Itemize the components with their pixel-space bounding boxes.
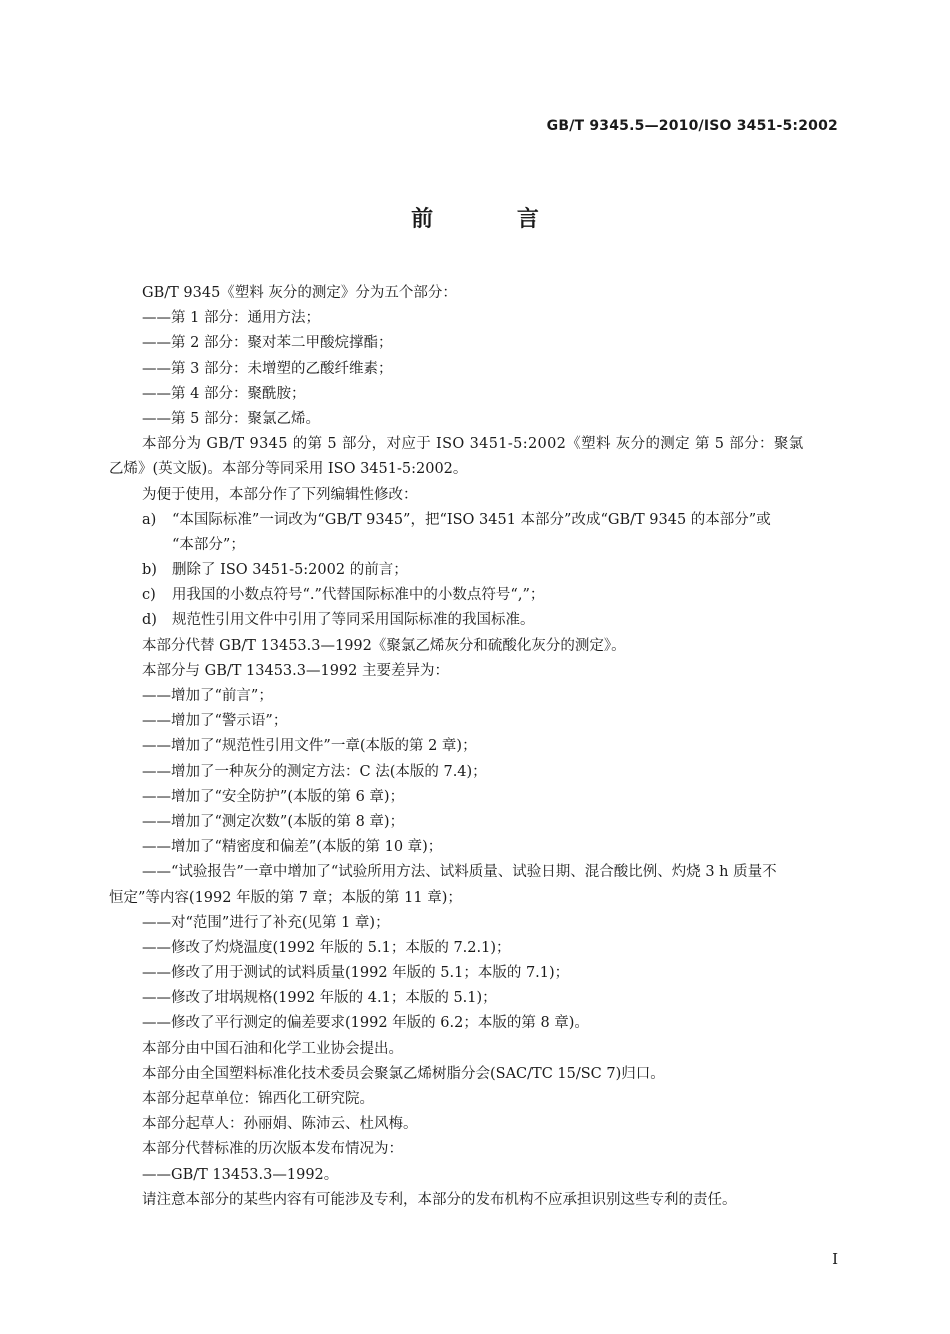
paragraph-patent-notice: 请注意本部分的某些内容有可能涉及专利，本部分的发布机构不应承担识别这些专利的责任。 [142, 1191, 737, 1208]
difference-item: ——对“范围”进行了补充(见第 1 章)； [142, 914, 390, 931]
page-number: I [832, 1250, 838, 1268]
paragraph-differences: 本部分与 GB/T 13453.3—1992 主要差异为： [142, 662, 449, 679]
list-label: b) [142, 562, 157, 579]
list-label: c) [142, 587, 156, 604]
paragraph-history: 本部分代替标准的历次版本发布情况为： [142, 1141, 403, 1158]
difference-item: ——增加了“警示语”； [142, 713, 288, 730]
difference-item: ——增加了一种灰分的测定方法：C 法(本版的 7.4)； [142, 763, 487, 780]
difference-item: ——“试验报告”一章中增加了“试验所用方法、试料质量、试验日期、混合酸比例、灼烧 3 h 质量不 [142, 864, 777, 881]
edit-item-b [109, 558, 845, 583]
paragraph-correspondence: 本部分为 GB/T 9345 的第 5 部分，对应于 ISO 3451-5:2002《塑料 灰分的测定 第 5 部分：聚氯 [142, 436, 804, 453]
edit-item-a [109, 508, 845, 533]
paragraph-drafters: 本部分起草人：孙丽娟、陈沛云、杜风梅。 [142, 1116, 418, 1133]
paragraph-proposer: 本部分由中国石油和化学工业协会提出。 [142, 1040, 403, 1057]
list-text: “本国际标准”一词改为“GB/T 9345”，把“ISO 3451 本部分”改成“GB/T 9345 的本部分”或 [172, 511, 771, 528]
difference-item: ——增加了“前言”； [142, 688, 273, 704]
difference-item: ——修改了灼烧温度(1992 年版的 5.1；本版的 7.2.1)； [142, 939, 511, 956]
part-item: ——第 1 部分：通用方法； [142, 310, 320, 327]
difference-item: ——增加了“测定次数”(本版的第 8 章)； [142, 813, 405, 830]
paragraph-edits-intro: 为便于使用，本部分作了下列编辑性修改： [142, 486, 418, 503]
standard-code: GB/T 9345.5—2010/ISO 3451-5:2002 [546, 118, 838, 134]
paragraph-correspondence-cont: 乙烯》(英文版)。本部分等同采用 ISO 3451-5:2002。 [109, 461, 468, 478]
history-item: ——GB/T 13453.3—1992。 [142, 1166, 339, 1183]
part-item: ——第 4 部分：聚酰胺； [142, 385, 306, 402]
difference-item-cont: 恒定”等内容(1992 年版的第 7 章；本版的第 11 章)； [109, 889, 462, 906]
difference-item: ——增加了“精密度和偏差”(本版的第 10 章)； [142, 839, 443, 856]
list-label: a) [142, 511, 157, 528]
edit-item-c [109, 583, 845, 608]
list-text: 规范性引用文件中引用了等同采用国际标准的我国标准。 [172, 612, 535, 629]
part-item: ——第 2 部分：聚对苯二甲酸烷撑酯； [142, 335, 393, 352]
list-text: 用我国的小数点符号“.”代替国际标准中的小数点符号“,”； [172, 587, 545, 604]
page-title: 前 言 [411, 207, 577, 232]
list-label: d) [142, 612, 157, 629]
part-item: ——第 5 部分：聚氯乙烯。 [142, 410, 320, 427]
difference-item: ——增加了“安全防护”(本版的第 6 章)； [142, 788, 405, 805]
foreword-body [109, 281, 845, 1213]
difference-item: ——修改了坩埚规格(1992 年版的 4.1；本版的 5.1)； [142, 990, 497, 1007]
paragraph-drafting-unit: 本部分起草单位：锦西化工研究院。 [142, 1091, 374, 1107]
paragraph-replaces: 本部分代替 GB/T 13453.3—1992《聚氯乙烯灰分和硫酸化灰分的测定》。 [142, 637, 626, 654]
difference-item: ——修改了用于测试的试料质量(1992 年版的 5.1；本版的 7.1)； [142, 965, 570, 982]
edit-item-a-cont: “本部分”； [172, 536, 245, 553]
paragraph-intro: GB/T 9345《塑料 灰分的测定》分为五个部分： [142, 285, 457, 301]
part-item: ——第 3 部分：未增塑的乙酸纤维素； [142, 360, 393, 377]
list-text: 删除了 ISO 3451-5:2002 的前言； [172, 562, 408, 579]
difference-item: ——修改了平行测定的偏差要求(1992 年版的 6.2；本版的第 8 章)。 [142, 1015, 589, 1032]
edit-item-d [109, 608, 845, 633]
difference-item: ——增加了“规范性引用文件”一章(本版的第 2 章)； [142, 738, 477, 755]
paragraph-committee: 本部分由全国塑料标准化技术委员会聚氯乙烯树脂分会(SAC/TC 15/SC 7)归口。 [142, 1065, 665, 1082]
